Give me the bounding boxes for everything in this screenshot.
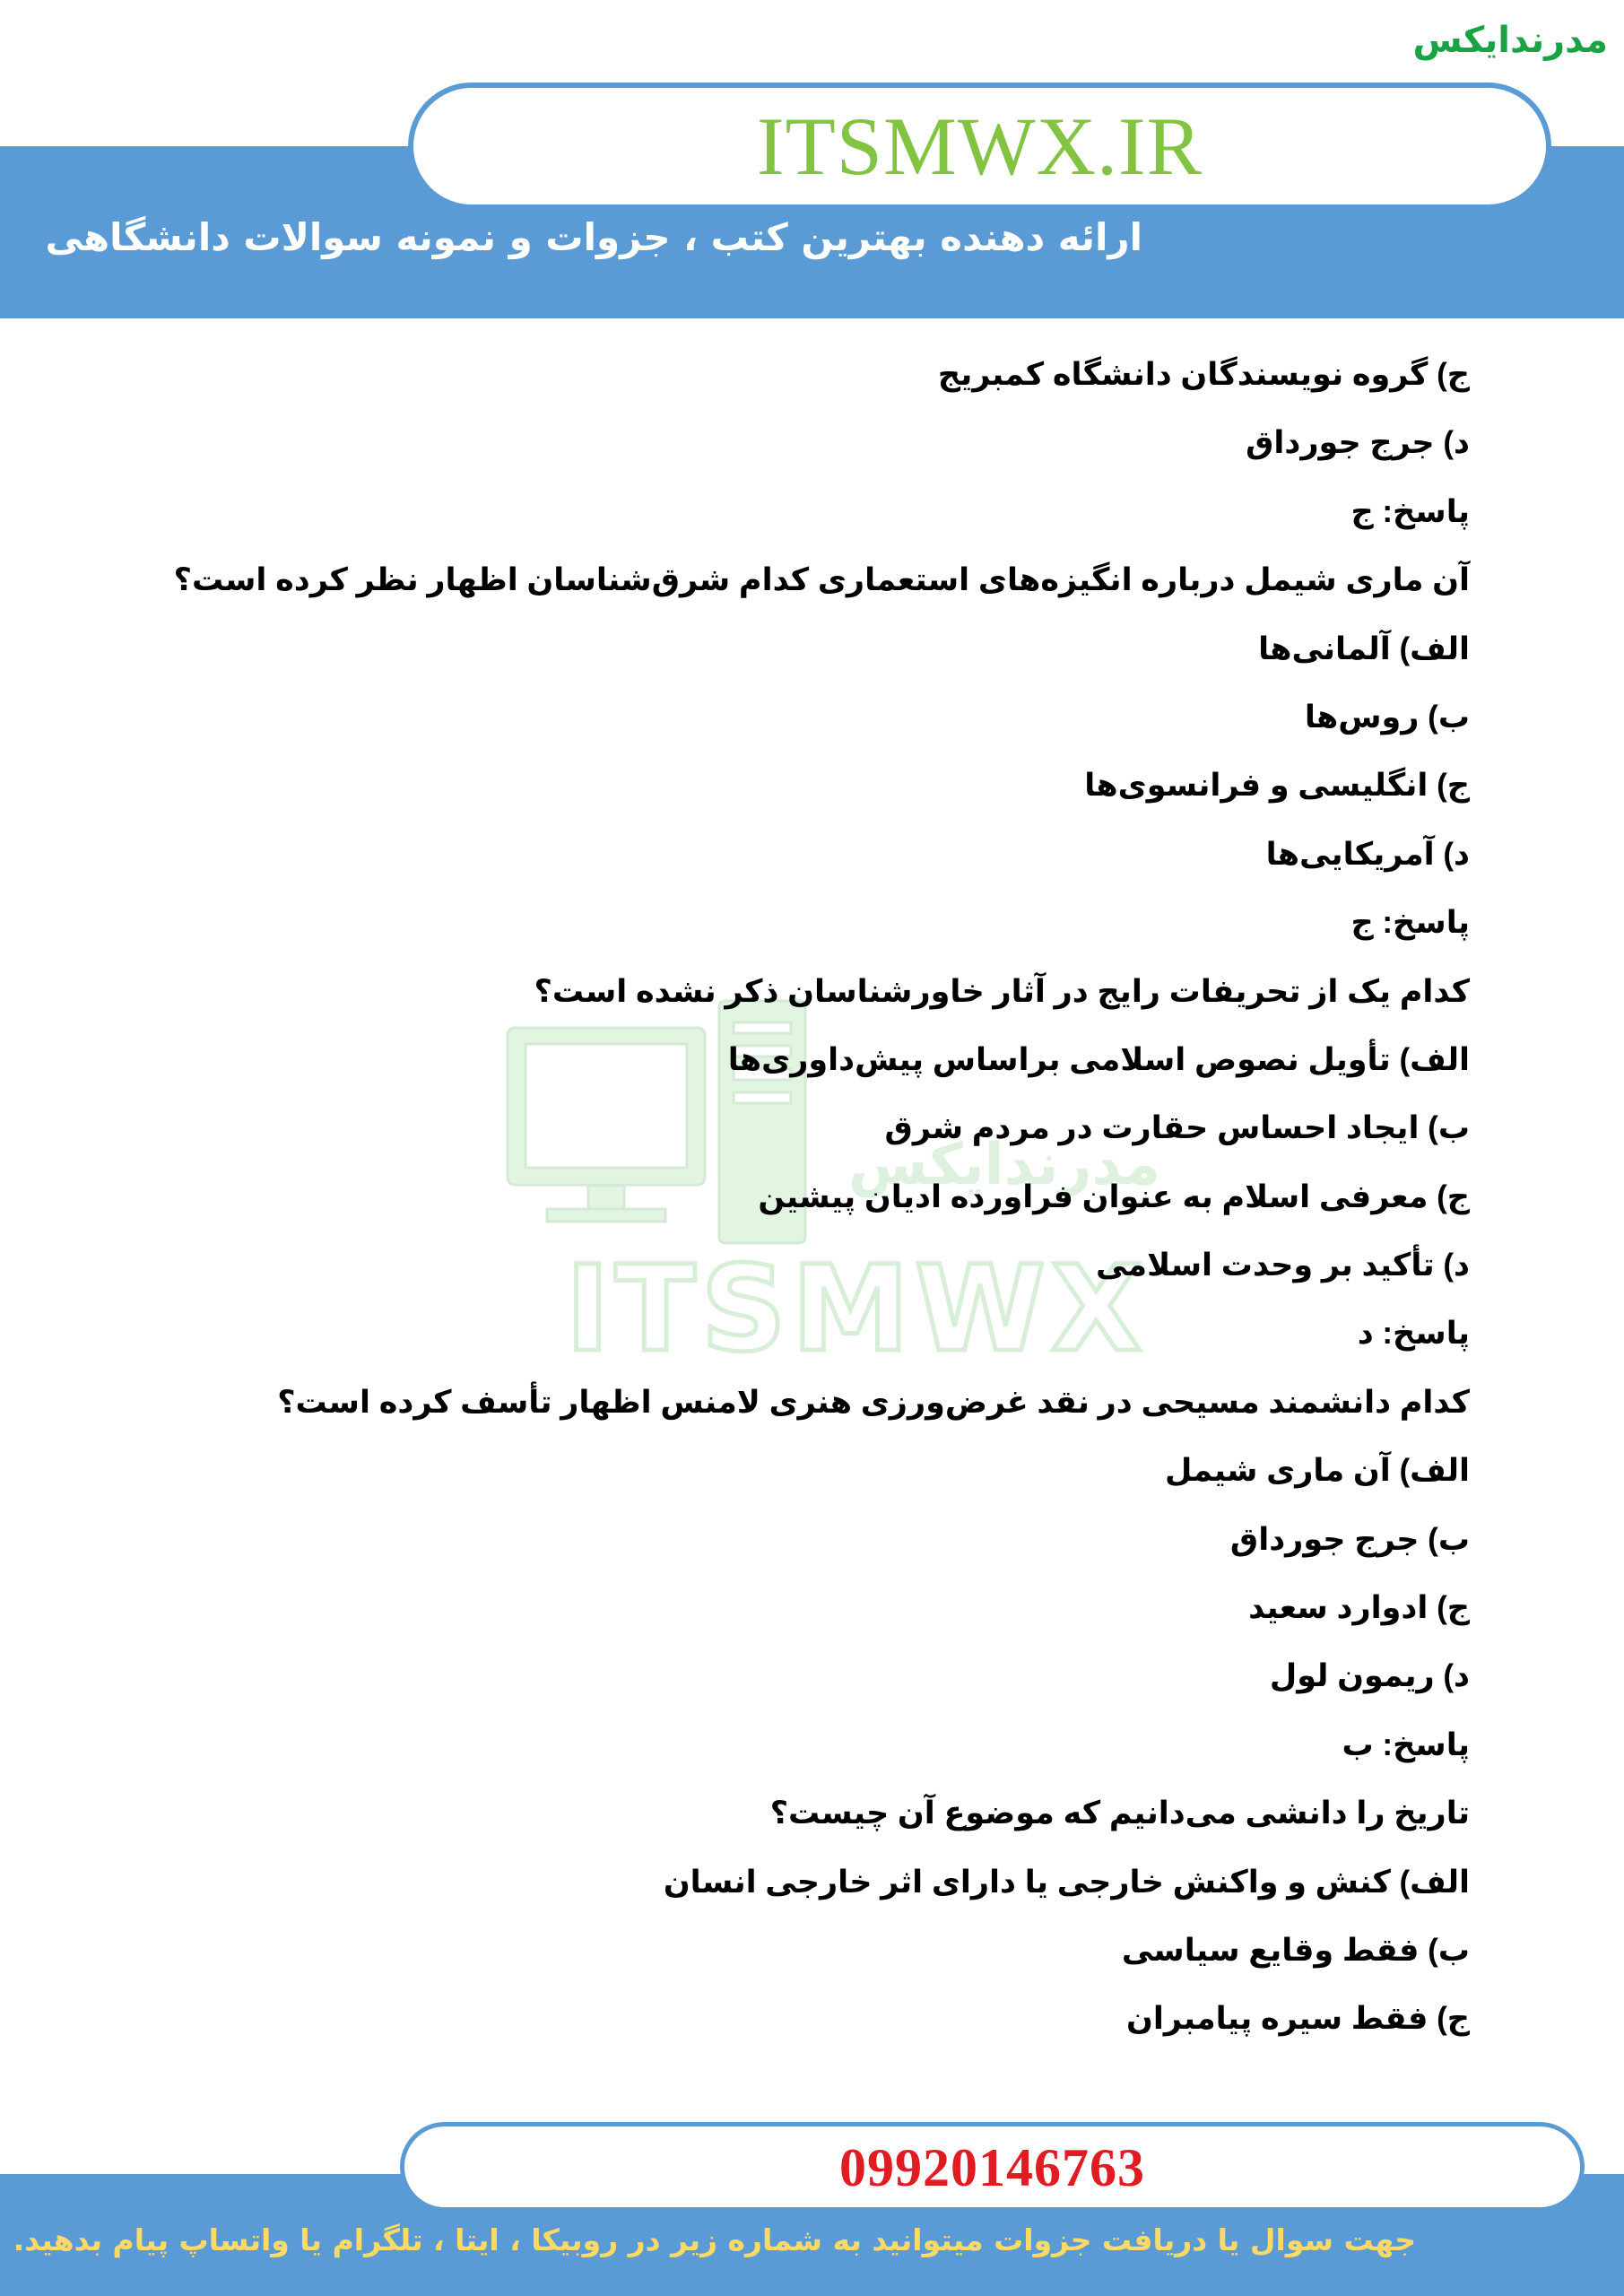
site-name[interactable]: ITSMWX.IR [756,100,1203,192]
watermark-text: ITSMWX [565,1240,1148,1372]
content-line: الف) تأویل نصوص اسلامی براساس پیش‌داوری‌ها [727,1041,1470,1077]
content-line: ج) انگلیسی و فرانسوی‌ها [1084,768,1470,804]
content-line: د) ریمون لول [1269,1658,1470,1694]
content-line: کدام یک از تحریفات رایج در آثار خاورشناسان ذکر نشده است؟ [534,973,1470,1009]
header-pill [408,83,1551,210]
footer-note: جهت سوال یا دریافت جزوات میتوانید به شماره زیر در روبیکا ، ایتا ، تلگرام یا واتساپ پیام بدهید. [13,2222,1416,2257]
content-line: پاسخ: د [1357,1316,1470,1352]
content-line: د) آمریکایی‌ها [1265,836,1470,872]
content-line: ج) فقط سیره پیامبران [1126,2001,1470,2037]
watermark-script: مدرندایکس [847,1132,1161,1198]
content-line: کدام دانشمند مسیحی در نقد غرض‌ورزی هنری لامنس اظهار تأسف کرده است؟ [277,1384,1470,1420]
content-line: د) تأکید بر وحدت اسلامی [1095,1248,1470,1283]
content-line: الف) آلمانی‌ها [1258,631,1470,666]
content-line: د) جرج جورداق [1246,425,1470,461]
content-line: پاسخ: ب [1342,1726,1470,1762]
brand-label: مدرندایکس [1412,20,1608,61]
footer-pill [400,2122,1585,2212]
content-line: ب) فقط وقایع سیاسی [1121,1932,1470,1968]
content-line: ب) روس‌ها [1304,699,1470,735]
content-line: ج) معرفی اسلام به عنوان فراورده ادیان پیشین [758,1178,1470,1214]
content-line: پاسخ: ج [1350,905,1470,941]
phone-number[interactable]: 09920146763 [839,2138,1145,2197]
content-line: ج) گروه نویسندگان دانشگاه کمبریج [937,357,1470,392]
content-line: ب) جرج جورداق [1229,1521,1470,1557]
content-line: الف) آن ماری شیمل [1165,1453,1470,1489]
content-line: ج) ادوارد سعید [1248,1590,1470,1626]
content-line: الف) کنش و واکنش خارجی یا دارای اثر خارجی انسان [663,1864,1470,1900]
content-line: تاریخ را دانشی می‌دانیم که موضوع آن چیست؟ [769,1796,1470,1831]
content-line: ب) ایجاد احساس حقارت در مردم شرق [884,1110,1470,1146]
content-line: پاسخ: ج [1350,493,1470,529]
tagline: ارائه دهنده بهترین کتب ، جزوات و نمونه سوالات دانشگاهی [45,215,1142,259]
question-list [125,341,1470,2054]
content-line: آن ماری شیمل درباره انگیزه‌های استعماری کدام شرق‌شناسان اظهار نظر کرده است؟ [173,562,1470,598]
